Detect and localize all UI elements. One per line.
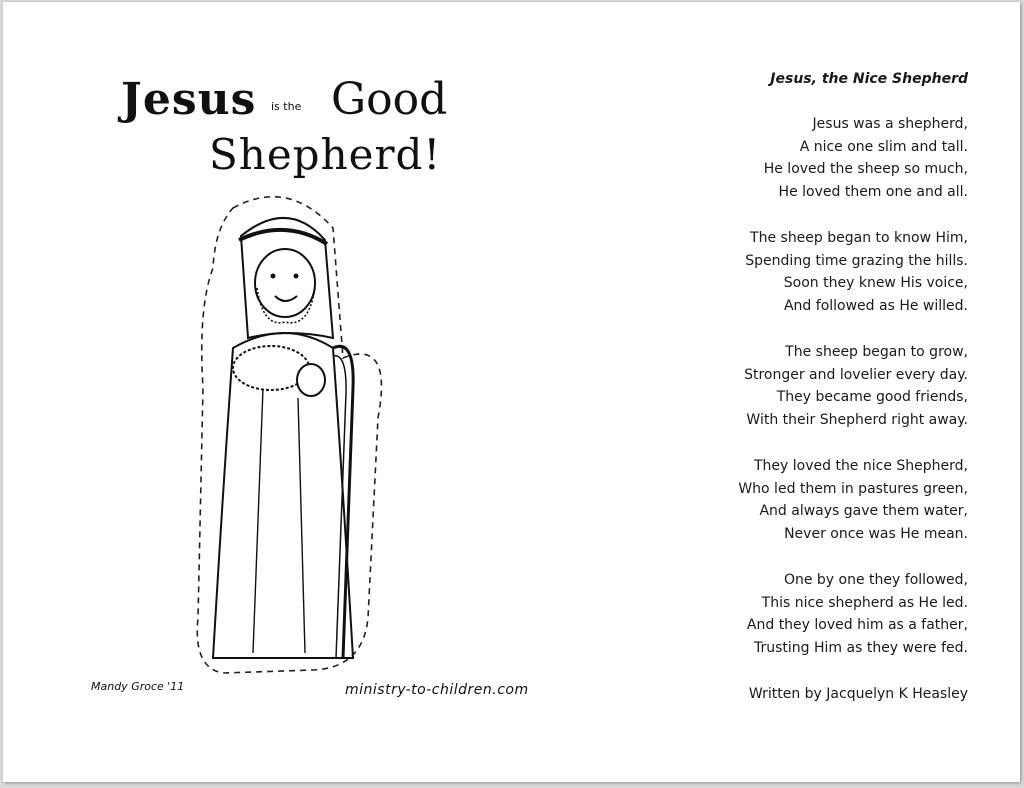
title-is-the: is the <box>271 100 302 113</box>
coloring-illustration <box>83 70 553 710</box>
poem-line: With their Shepherd right away. <box>746 412 968 429</box>
poem-line: Trusting Him as they were fed. <box>754 640 968 657</box>
poem-line: And always gave them water, <box>759 503 968 520</box>
cut-line <box>197 197 381 673</box>
poem-line: One by one they followed, <box>783 571 968 588</box>
poem-stanza-1 <box>668 113 968 204</box>
poem-stanza-5 <box>668 569 968 660</box>
poem-line: Who led them in pastures green, <box>738 480 968 497</box>
lamb-head <box>297 364 325 396</box>
poem-line: The sheep began to grow, <box>785 343 968 360</box>
face <box>255 249 315 317</box>
website-credit: ministry-to-children.com <box>345 682 529 698</box>
robe-fold-2 <box>298 398 305 653</box>
document-page <box>3 2 1020 782</box>
smile <box>275 296 297 301</box>
title-shepherd: Shepherd! <box>209 130 442 179</box>
poem-line: The sheep began to know Him, <box>750 229 968 246</box>
title-jesus: Jesus <box>121 74 257 125</box>
poem-line: Spending time grazing the hills. <box>745 252 968 269</box>
poem-line: They loved the nice Shepherd, <box>753 457 968 474</box>
poem-column <box>668 68 968 706</box>
poem-line: This nice shepherd as He led. <box>761 594 968 611</box>
shepherd-figure-drawing <box>193 188 383 678</box>
poem-line: They became good friends, <box>776 389 968 406</box>
poem-line: Stronger and lovelier every day. <box>744 366 968 383</box>
poem-stanza-3 <box>668 341 968 432</box>
poem-byline: Written by Jacquelyn K Heasley <box>748 685 968 702</box>
title-good: Good <box>331 74 448 125</box>
poem-line: Jesus was a shepherd, <box>812 115 968 132</box>
poem-line: A nice one slim and tall. <box>799 138 968 155</box>
artist-credit: Mandy Groce '11 <box>91 680 185 693</box>
poem-stanza-4 <box>668 455 968 546</box>
poem-title: Jesus, the Nice Shepherd <box>770 71 968 87</box>
poem-line: Soon they knew His voice, <box>783 275 968 292</box>
robe-fold-1 <box>253 388 263 653</box>
poem-line: He loved them one and all. <box>778 184 968 201</box>
poem-line: And they loved him as a father, <box>746 617 968 634</box>
poem-stanza-2 <box>668 227 968 318</box>
eye-left <box>271 274 276 279</box>
eye-right <box>294 274 299 279</box>
poem-line: He loved the sheep so much, <box>763 161 968 178</box>
poem-line: And followed as He willed. <box>783 298 968 315</box>
headband <box>239 230 327 244</box>
poem-line: Never once was He mean. <box>784 526 968 543</box>
